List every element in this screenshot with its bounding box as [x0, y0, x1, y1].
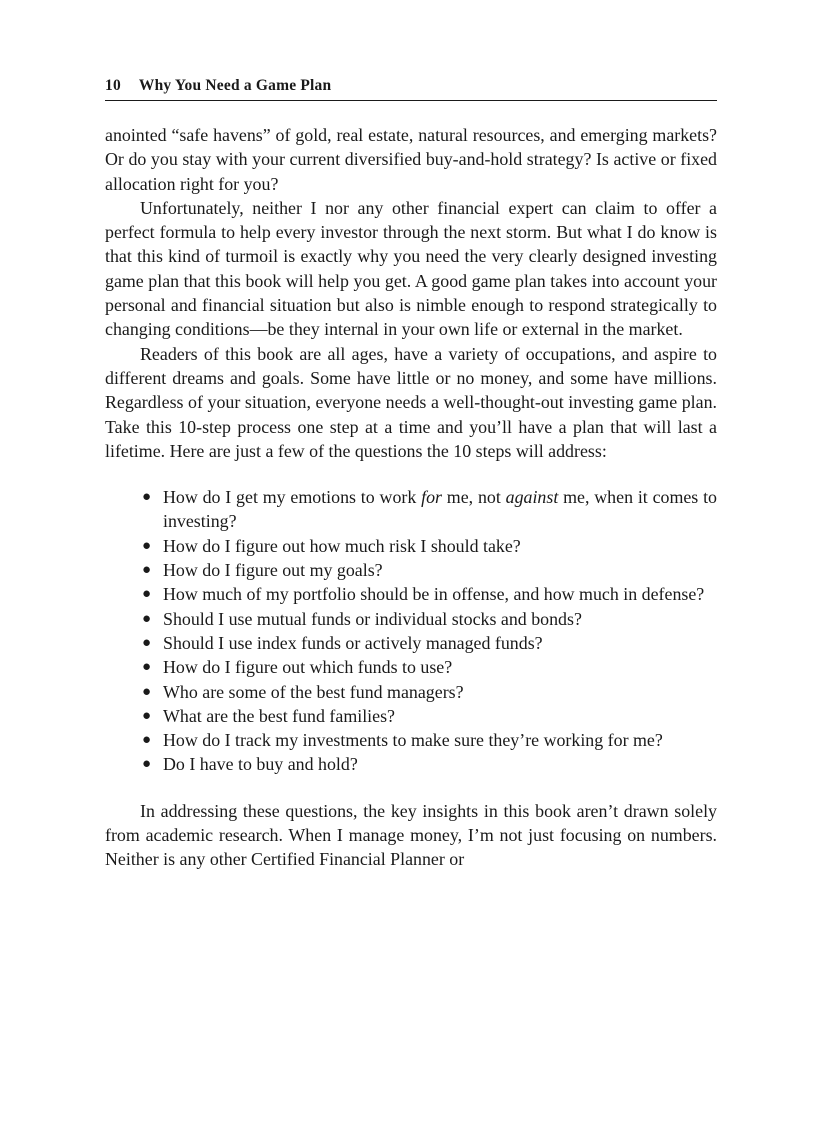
bullet-icon: ●: [142, 634, 152, 651]
bullet-icon: ●: [142, 562, 152, 579]
header-rule: [105, 100, 717, 101]
bullet-icon: ●: [142, 732, 152, 749]
bullet-icon: ●: [142, 659, 152, 676]
list-item: ● How much of my portfolio should be in offense, and how much in defense?: [138, 582, 717, 606]
bullet-icon: ●: [142, 610, 152, 627]
question-list: [105, 485, 717, 777]
bullet-icon: ●: [142, 683, 152, 700]
bullet-icon: ●: [142, 489, 152, 506]
list-item: ● How do I figure out which funds to use?: [138, 655, 717, 679]
list-item: ● What are the best fund families?: [138, 704, 717, 728]
list-item: ● How do I figure out how much risk I should take?: [138, 534, 717, 558]
bullet-icon: ●: [142, 586, 152, 603]
list-item: ● How do I track my investments to make sure they’re working for me?: [138, 728, 717, 752]
list-item: ● Should I use index funds or actively managed funds?: [138, 631, 717, 655]
list-item: ● Who are some of the best fund managers?: [138, 680, 717, 704]
bullet-icon: ●: [142, 707, 152, 724]
bullet-icon: ●: [142, 537, 152, 554]
body-text: [105, 123, 717, 872]
paragraph: In addressing these questions, the key insights in this book aren’t drawn solely from academic research. When I manage money, I’m not just focusing on numbers. Neither is any other Certified Financial Planner or: [105, 800, 717, 870]
paragraph: Readers of this book are all ages, have a variety of occupations, and aspire to different dreams and goals. Some have little or no money, and some have millions. Regardless of your situation, everyone needs a well-thought-out investing game plan. Take this 10-step process one step at a time and you’ll have a plan that will last a lifetime. Here are just a few of the questions the 10 steps will address:: [105, 343, 717, 461]
bullet-icon: ●: [142, 756, 152, 773]
list-item: ● How do I figure out my goals?: [138, 558, 717, 582]
page-number: 10: [105, 77, 121, 94]
chapter-title: Why You Need a Game Plan: [138, 77, 332, 94]
paragraph-continued: anointed “safe havens” of gold, real estate, natural resources, and emerging markets? Or do you stay with your current diversified buy-and-hold strategy? Is active or fixed allocation right for you?: [105, 125, 717, 194]
list-item: ● Should I use mutual funds or individual stocks and bonds?: [138, 607, 717, 631]
running-head: [105, 76, 717, 96]
list-item: ● Do I have to buy and hold?: [138, 752, 717, 776]
list-item: ● How do I get my emotions to work for me, not against me, when it comes to investing?: [142, 487, 717, 532]
paragraph: Unfortunately, neither I nor any other financial expert can claim to offer a perfect formula to help every investor through the next storm. But what I do know is that this kind of turmoil is exactly why you need the very clearly designed investing game plan that this book will help you get. A good game plan takes into account your personal and financial situation but also is nimble enough to respond strategically to changing conditions—be they internal in your own life or external in the market.: [105, 197, 717, 340]
